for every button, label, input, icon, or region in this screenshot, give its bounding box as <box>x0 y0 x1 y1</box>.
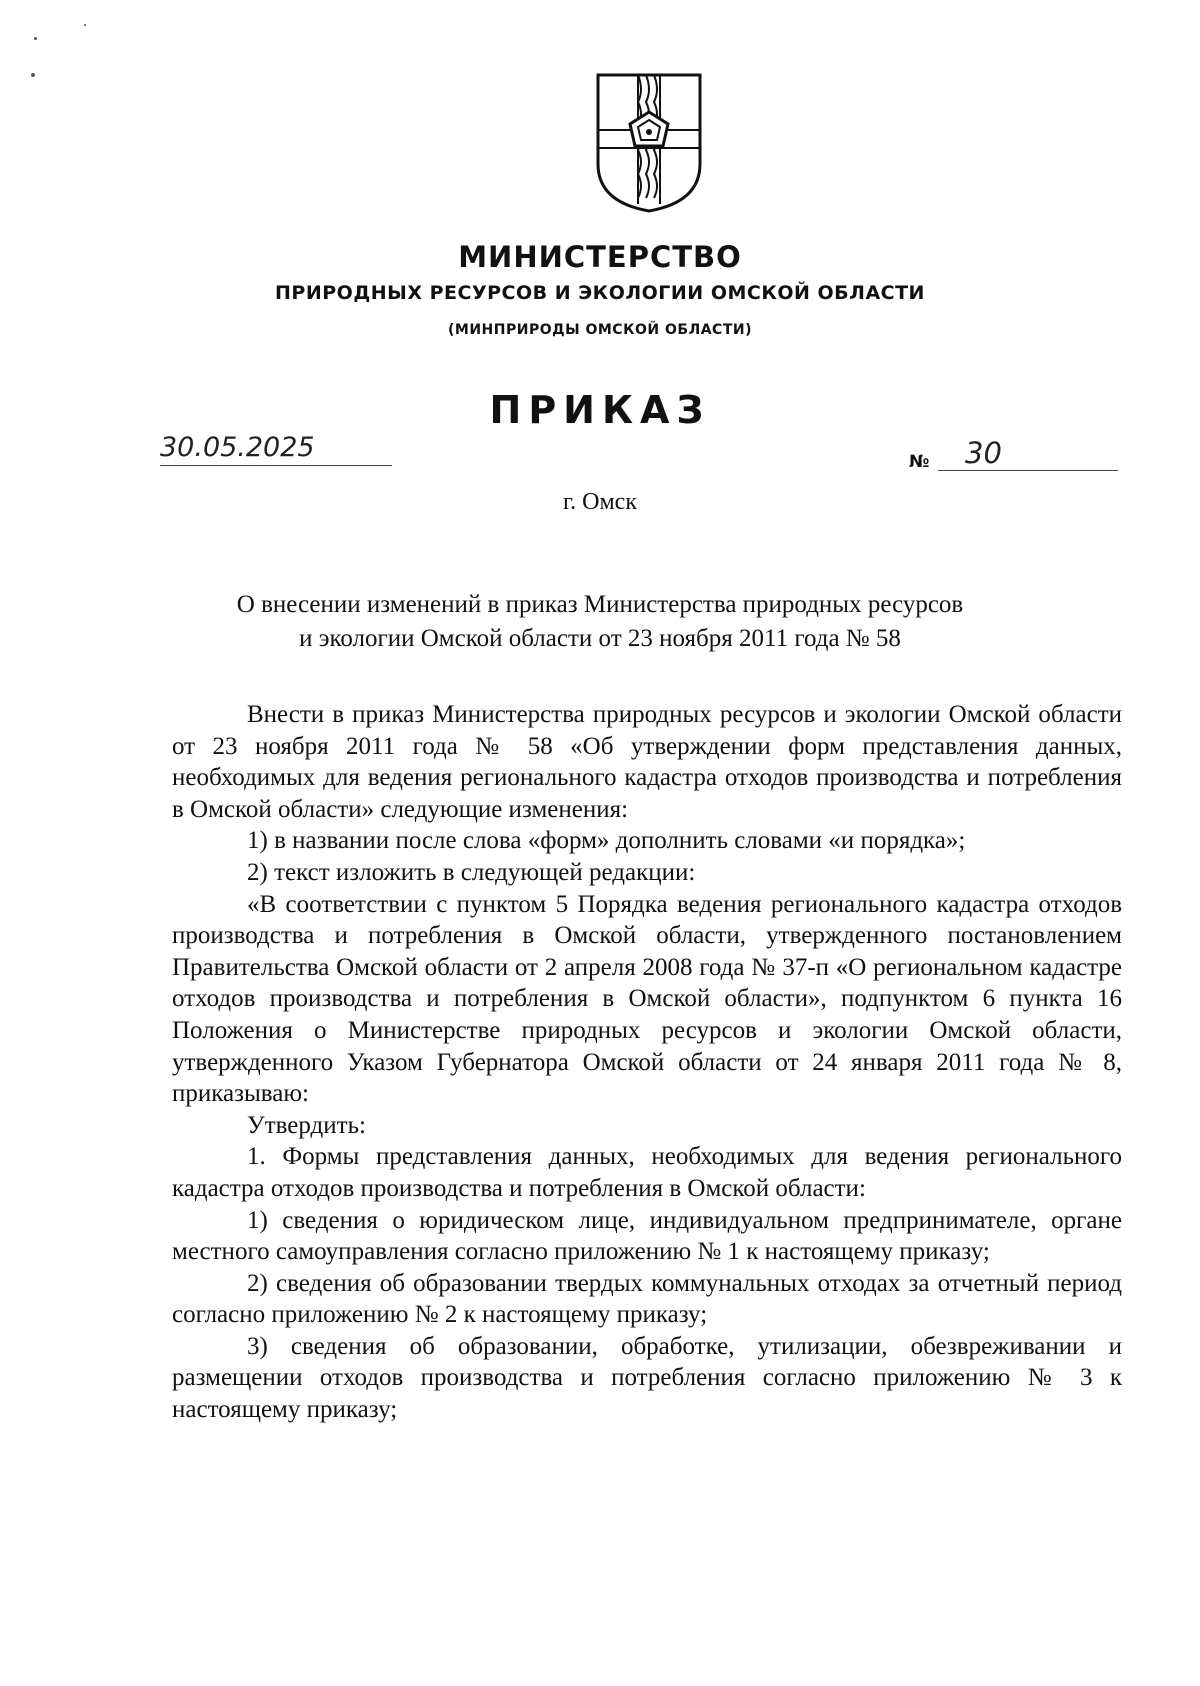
document-body <box>172 699 1122 1426</box>
body-paragraph: 3) сведения об образовании, обработке, утилизации, обезвреживании и размещении отходов производства и потребления согласно приложению № 3 к настоящему приказу; <box>172 1332 1122 1424</box>
number-label: № <box>909 452 930 472</box>
date-underline <box>160 465 392 466</box>
subject-line: О внесении изменений в приказ Министерства природных ресурсов <box>236 591 964 618</box>
body-paragraph: «В соответствии с пунктом 5 Порядка ведения регионального кадастра отходов производства и потребления в Омской области, утвержденного постановлением Правительства Омской области от 2 апреля 2008 года № 37-п «О региональном кадастре отходов производства и потребления в Омской области», подпунктом 6 пункта 16 Положения о Министерстве природных ресурсов и экологии Омской области, утвержденного Указом Губернатора Омской области от 24 января 2011 года № 8, приказываю: <box>172 890 1122 1108</box>
body-paragraph: 1. Формы представления данных, необходимых для ведения регионального кадастра отходов производства и потребления в Омской области: <box>172 1143 1122 1202</box>
document-subject <box>0 588 1200 656</box>
document-number: 30 <box>965 436 1002 470</box>
subject-line: и экологии Омской области от 23 ноября 2011 года № 58 <box>299 625 901 652</box>
body-paragraph: 1) в названии после слова «форм» дополнить словами «и порядка»; <box>247 827 966 855</box>
document-type: ПРИКАЗ <box>489 388 711 432</box>
scan-speck <box>34 37 37 40</box>
document-city: г. Омск <box>563 489 637 515</box>
ministry-short-name: (МИНПРИРОДЫ ОМСКОЙ ОБЛАСТИ) <box>448 322 752 338</box>
body-paragraph: 2) текст изложить в следующей редакции: <box>247 858 696 886</box>
number-underline <box>938 470 1118 471</box>
body-paragraph: Внести в приказ Министерства природных ресурсов и экологии Омской области от 23 ноября 2011 года № 58 «Об утверждении форм представления данных, необходимых для ведения регионального кадастра отходов производства и потребления в Омской области» следующие изменения: <box>172 701 1122 823</box>
body-paragraph: Утвердить: <box>247 1111 366 1139</box>
ministry-full-name: ПРИРОДНЫХ РЕСУРСОВ И ЭКОЛОГИИ ОМСКОЙ ОБЛАСТИ <box>275 282 925 304</box>
ministry-title: МИНИСТЕРСТВО <box>458 240 742 274</box>
omsk-coat-of-arms-icon <box>594 72 704 214</box>
scan-speck <box>84 24 86 26</box>
scan-speck <box>31 73 35 77</box>
body-paragraph: 1) сведения о юридическом лице, индивидуальном предпринимателе, органе местного самоуправления согласно приложению № 1 к настоящему приказу; <box>172 1206 1122 1266</box>
body-paragraph: 2) сведения об образовании твердых коммунальных отходах за отчетный период согласно приложению № 2 к настоящему приказу; <box>172 1269 1122 1329</box>
document-date: 30.05.2025 <box>160 432 315 463</box>
